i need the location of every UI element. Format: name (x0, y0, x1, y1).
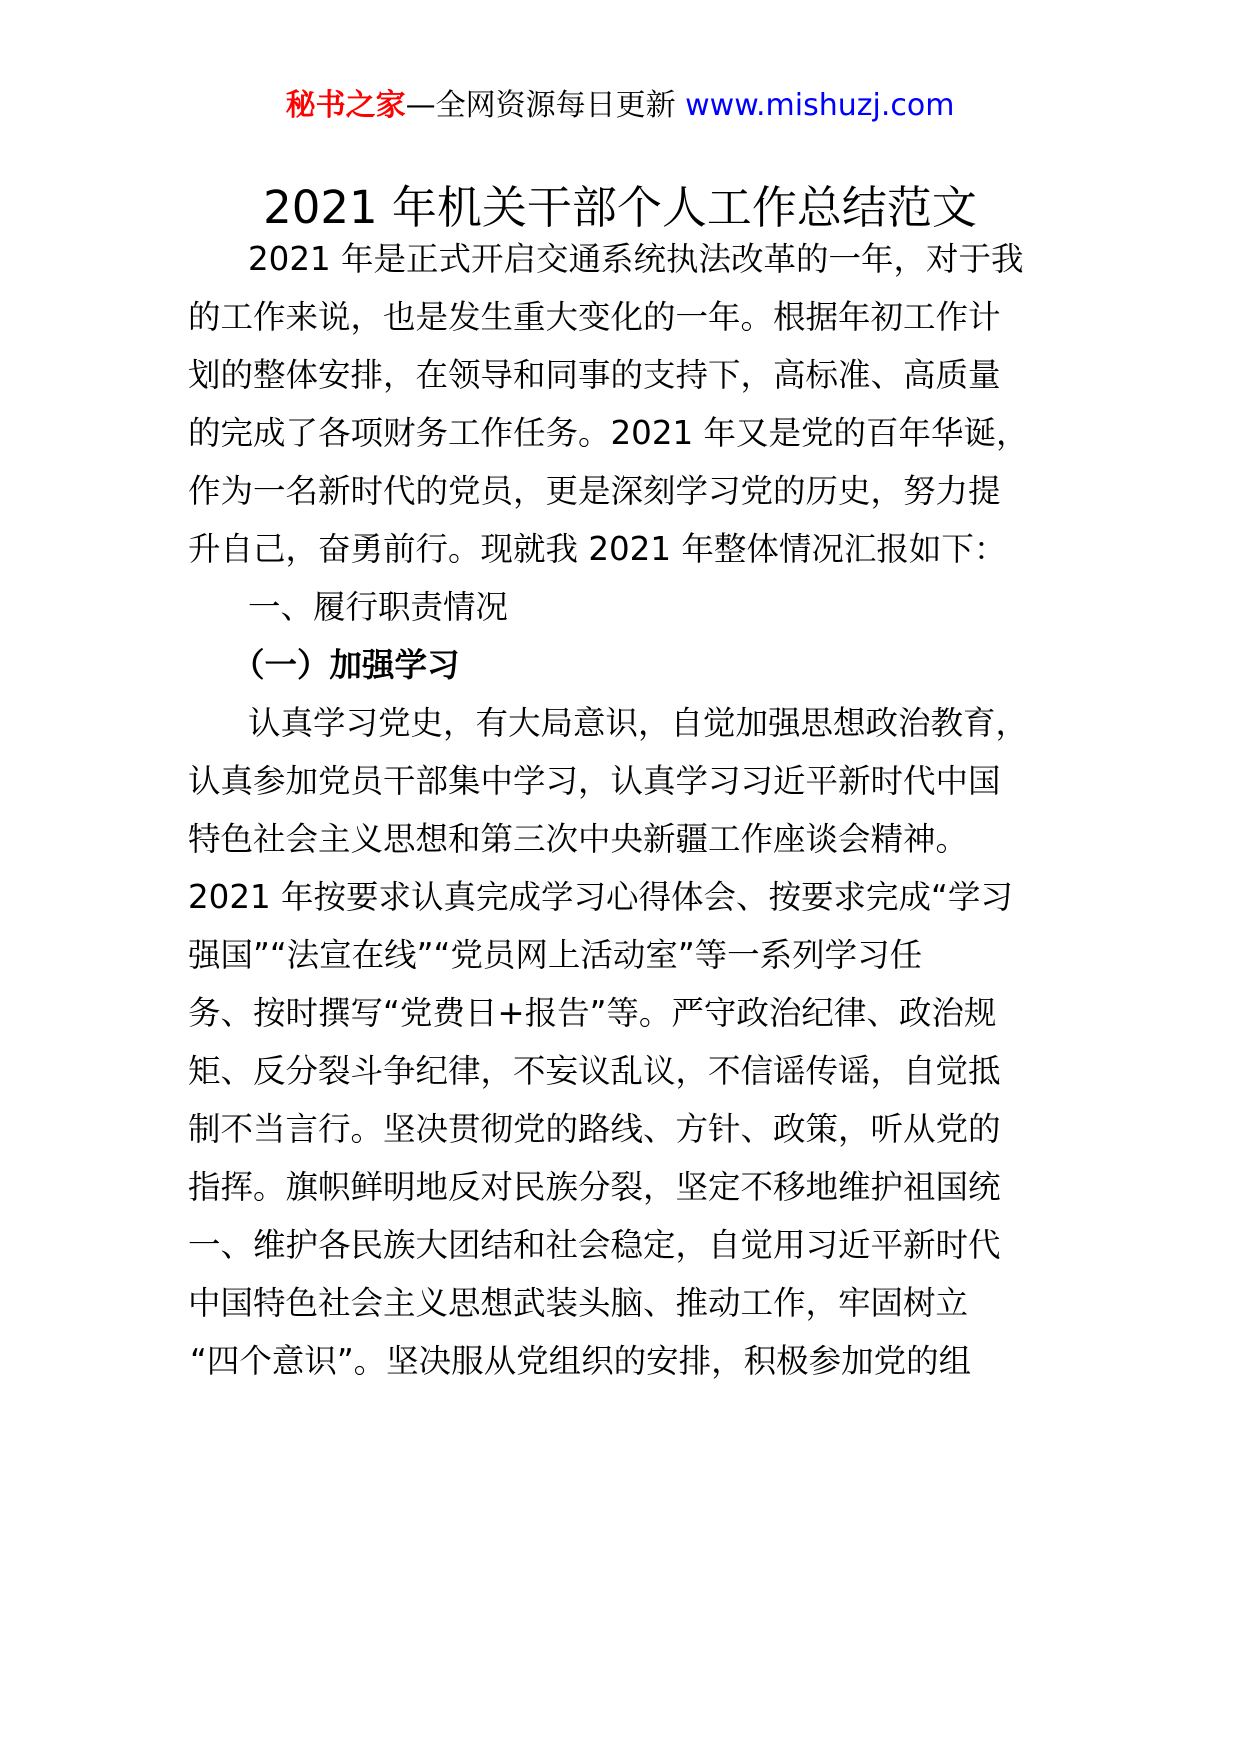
paragraph-line: 认真参加党员干部集中学习，认真学习习近平新时代中国 (188, 762, 1001, 800)
document-title: 2021 年机关干部个人工作总结范文 (263, 181, 977, 234)
paragraph-line: 2021 年是正式开启交通系统执法改革的一年，对于我 (248, 240, 1024, 278)
site-header (0, 86, 1240, 126)
paragraph-line: 一、维护各民族大团结和社会稳定，自觉用习近平新时代 (188, 1226, 1001, 1264)
paragraph-line: 作为一名新时代的党员，更是深刻学习党的历史，努力提 (188, 472, 1001, 510)
site-brand: 秘书之家 (285, 88, 406, 123)
paragraph-line: 的工作来说，也是发生重大变化的一年。根据年初工作计 (188, 298, 1001, 336)
paragraph-line: 强国”“法宣在线”“党员网上活动室”等一系列学习任 (188, 936, 923, 974)
site-url-link[interactable]: www.mishuzj.com (685, 88, 955, 123)
paragraph-line: 升自己，奋勇前行。现就我 2021 年整体情况汇报如下： (188, 530, 1007, 568)
paragraph-line: 中国特色社会主义思想武装头脑、推动工作，牢固树立 (188, 1284, 969, 1322)
paragraph-line: “四个意识”。坚决服从党组织的安排，积极参加党的组 (190, 1342, 972, 1380)
paragraph-line: 划的整体安排，在领导和同事的支持下，高标准、高质量 (188, 356, 1001, 394)
paragraph-line: 2021 年按要求认真完成学习心得体会、按要求完成“学习 (188, 878, 1013, 916)
paragraph-line: 认真学习党史，有大局意识，自觉加强思想政治教育， (248, 704, 1029, 742)
paragraph-line: 指挥。旗帜鲜明地反对民族分裂，坚定不移地维护祖国统 (188, 1168, 1001, 1206)
site-tagline: —全网资源每日更新 (405, 88, 686, 123)
section-heading: 一、履行职责情况 (248, 588, 509, 626)
paragraph-line: 的完成了各项财务工作任务。2021 年又是党的百年华诞， (188, 414, 1029, 452)
paragraph-line: 务、按时撰写“党费日+报告”等。严守政治纪律、政治规 (188, 994, 997, 1032)
paragraph-line: 特色社会主义思想和第三次中央新疆工作座谈会精神。 (188, 820, 969, 858)
paragraph-line: 矩、反分裂斗争纪律，不妄议乱议，不信谣传谣，自觉抵 (188, 1052, 1001, 1090)
subsection-heading: （一）加强学习 (232, 646, 460, 684)
paragraph-line: 制不当言行。坚决贯彻党的路线、方针、政策，听从党的 (188, 1110, 1001, 1148)
